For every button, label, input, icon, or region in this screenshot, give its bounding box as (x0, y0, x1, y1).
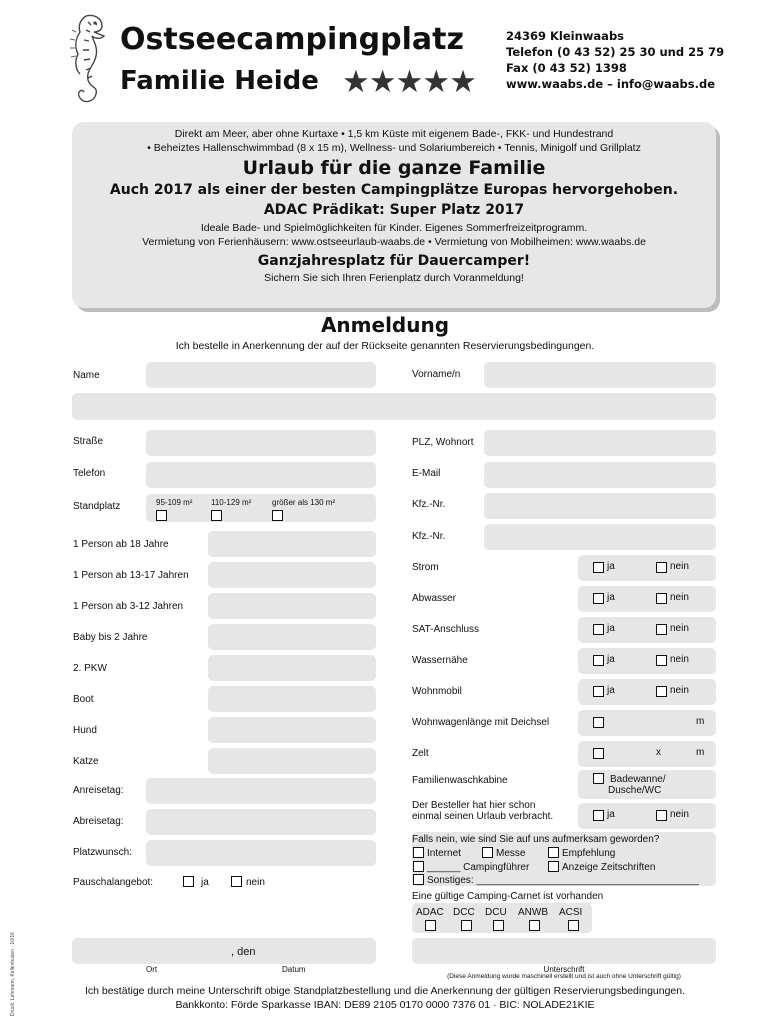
option-nein-checkbox[interactable] (656, 624, 667, 635)
contact-address: 24369 Kleinwaabs (506, 29, 625, 43)
falls-label: Falls nein, wie sind Sie auf uns aufmerksam geworden? (412, 834, 660, 845)
vorname-label: Vorname/n (412, 369, 461, 380)
besteller-label (412, 800, 553, 822)
meter-unit: m (696, 716, 705, 727)
sonstiges-label: Sonstiges: ________________________________________ (427, 875, 699, 886)
size-1-checkbox[interactable] (156, 510, 167, 521)
telefon-label: Telefon (73, 468, 106, 479)
seahorse-icon (64, 12, 114, 108)
nein-label: nein (670, 623, 689, 634)
carnet-acsi-label: ACSI (559, 907, 583, 918)
x-label: x (656, 747, 661, 758)
anzeige-label: Anzeige Zeitschriften (562, 862, 656, 873)
size-2-label: 110-129 m² (211, 498, 252, 507)
carnet-dcu-checkbox[interactable] (493, 920, 504, 931)
kfz-2-input[interactable] (484, 524, 716, 550)
person-input[interactable] (208, 748, 376, 774)
person-input[interactable] (208, 531, 376, 557)
person-label: Hund (73, 725, 97, 736)
den-label: , den (231, 946, 256, 958)
option-label: Abwasser (412, 593, 456, 604)
kfz-2-label: Kfz.-Nr. (412, 531, 446, 542)
option-label: Strom (412, 562, 439, 573)
person-label: 2. PKW (73, 663, 107, 674)
contact-web: www.waabs.de – info@waabs.de (506, 77, 716, 91)
unterschrift-input[interactable] (412, 938, 716, 964)
contact-phone: Telefon (0 43 52) 25 30 und 25 79 (506, 45, 725, 59)
bank-info: Bankkonto: Förde Sparkasse IBAN: DE89 2105 0170 0000 7376 01 · BIC: NOLADE21KIE (175, 999, 595, 1011)
person-input[interactable] (208, 655, 376, 681)
option-ja-checkbox[interactable] (593, 686, 604, 697)
ort-datum-input[interactable] (72, 938, 376, 964)
person-input[interactable] (208, 562, 376, 588)
person-input[interactable] (208, 717, 376, 743)
strasse-input[interactable] (146, 430, 376, 456)
form-title: Anmeldung (320, 313, 450, 337)
messe-label: Messe (496, 848, 526, 859)
unterschrift-label: Unterschrift (543, 965, 585, 974)
promo-headline-2: Ganzjahresplatz für Dauercamper! (257, 253, 531, 269)
promo-sub-2: ADAC Prädikat: Super Platz 2017 (263, 202, 525, 218)
carnet-anwb-label: ANWB (518, 907, 548, 918)
internet-label: Internet (427, 848, 461, 859)
carnet-dcc-label: DCC (453, 907, 475, 918)
wohnwagen-checkbox[interactable] (593, 717, 604, 728)
ja-label: ja (607, 592, 615, 603)
pauschal-ja-checkbox[interactable] (183, 876, 194, 887)
nein-label: nein (670, 809, 689, 820)
promo-sub-1: Auch 2017 als einer der besten Campingplätze Europas hervorgehoben. (109, 182, 679, 198)
option-ja-checkbox[interactable] (593, 624, 604, 635)
option-nein-checkbox[interactable] (656, 562, 667, 573)
ja-label: ja (607, 809, 615, 820)
pauschal-label: Pauschalangebot: (73, 877, 154, 888)
option-nein-checkbox[interactable] (656, 686, 667, 697)
size-3-checkbox[interactable] (272, 510, 283, 521)
wohnwagen-label: Wohnwagenlänge mit Deichsel (412, 717, 550, 728)
empfehlung-checkbox[interactable] (548, 847, 559, 858)
person-label: Katze (73, 756, 99, 767)
sonstiges-checkbox[interactable] (413, 874, 424, 885)
zelt-checkbox[interactable] (593, 748, 604, 759)
platzwunsch-input[interactable] (146, 840, 376, 866)
internet-checkbox[interactable] (413, 847, 424, 858)
option-ja-checkbox[interactable] (593, 593, 604, 604)
badewanne-label (610, 774, 666, 796)
ort-label: Ort (146, 965, 158, 974)
promo-line-3: Ideale Bade- und Spielmöglichkeiten für Kinder. Eigenes Sommerfreizeitprogramm. (200, 222, 588, 234)
promo-line-1: Direkt am Meer, aber ohne Kurtaxe • 1,5 km Küste mit eigenem Bade-, FKK- und Hundestrand (174, 128, 614, 140)
pauschal-nein-checkbox[interactable] (231, 876, 242, 887)
carnet-adac-checkbox[interactable] (425, 920, 436, 931)
header-title: Ostseecampingplatz (120, 22, 464, 57)
bestaetigung-text: Ich bestätige durch meine Unterschrift obige Standplatzbestellung und die Anerkennung der gültigen Reservierungsbedingungen. (84, 985, 686, 997)
ja-label: ja (201, 877, 209, 888)
person-input[interactable] (208, 686, 376, 712)
name-extra-input[interactable] (72, 393, 716, 420)
ja-label: ja (607, 654, 615, 665)
printer-note: Druck: Lehmann, Kellenhusen · 10/16 (10, 932, 16, 1016)
carnet-adac-label: ADAC (416, 907, 444, 918)
header-subtitle: Familie Heide (120, 66, 319, 96)
plz-input[interactable] (484, 430, 716, 456)
nein-label: nein (246, 877, 265, 888)
besteller-line-1: Der Besteller hat hier schon (412, 800, 536, 811)
person-label: 1 Person ab 13-17 Jahren (73, 570, 189, 581)
empfehlung-label: Empfehlung (562, 848, 616, 859)
datum-label: Datum (282, 965, 306, 974)
ja-label: ja (607, 623, 615, 634)
anzeige-checkbox[interactable] (548, 861, 559, 872)
zelt-label: Zelt (412, 748, 429, 759)
option-nein-checkbox[interactable] (656, 593, 667, 604)
standplatz-label: Standplatz (73, 501, 121, 512)
size-1-label: 95-109 m² (156, 498, 193, 507)
promo-headline: Urlaub für die ganze Familie (242, 157, 546, 179)
size-2-checkbox[interactable] (211, 510, 222, 521)
contact-fax: Fax (0 43 52) 1398 (506, 61, 627, 75)
star-rating-icon: ★★★★★ (342, 64, 476, 99)
name-input[interactable] (146, 362, 376, 388)
option-label: Wassernähe (412, 655, 468, 666)
plz-label: PLZ, Wohnort (412, 437, 474, 448)
waschkabine-checkbox[interactable] (593, 773, 604, 784)
platzwunsch-label: Platzwunsch: (73, 847, 132, 858)
promo-line-4: Vermietung von Ferienhäusern: www.ostseeurlaub-waabs.de • Vermietung von Mobilheimen: www.waabs.de (142, 236, 646, 248)
anreise-label: Anreisetag: (73, 785, 124, 796)
name-label: Name (73, 370, 100, 381)
contact-block (506, 28, 724, 92)
abreise-label: Abreisetag: (73, 816, 124, 827)
messe-checkbox[interactable] (482, 847, 493, 858)
option-ja-checkbox[interactable] (593, 562, 604, 573)
person-label: 1 Person ab 18 Jahre (73, 539, 169, 550)
nein-label: nein (670, 654, 689, 665)
person-label: Baby bis 2 Jahre (73, 632, 148, 643)
telefon-input[interactable] (146, 462, 376, 488)
nein-label: nein (670, 592, 689, 603)
unterschrift-note: (Diese Anmeldung wurde maschinell erstellt und ist auch ohne Unterschrift gültig) (447, 973, 681, 980)
option-nein-checkbox[interactable] (656, 655, 667, 666)
size-3-label: größer als 130 m² (272, 498, 336, 507)
promo-line-2: • Beheiztes Hallenschwimmbad (8 x 15 m), Wellness- und Solariumbereich • Tennis, Minigolf und Grillplatz (147, 142, 641, 154)
waschkabine-label: Familienwaschkabine (412, 775, 508, 786)
carnet-dcu-label: DCU (485, 907, 507, 918)
nein-label: nein (670, 561, 689, 572)
ja-label: ja (607, 561, 615, 572)
carnet-dcc-checkbox[interactable] (461, 920, 472, 931)
carnet-acsi-checkbox[interactable] (568, 920, 579, 931)
form-intro: Ich bestelle in Anerkennung der auf der Rückseite genannten Reservierungsbedingungen. (175, 340, 595, 352)
email-label: E-Mail (412, 468, 441, 479)
strasse-label: Straße (73, 436, 104, 447)
option-ja-checkbox[interactable] (593, 655, 604, 666)
meter-unit: m (696, 747, 705, 758)
promo-box (72, 122, 716, 308)
person-input[interactable] (208, 624, 376, 650)
kfz-1-input[interactable] (484, 493, 716, 519)
option-label: Wohnmobil (412, 686, 462, 697)
person-label: 1 Person ab 3-12 Jahren (73, 601, 184, 612)
option-label: SAT-Anschluss (412, 624, 480, 635)
kfz-1-label: Kfz.-Nr. (412, 499, 446, 510)
carnet-anwb-checkbox[interactable] (529, 920, 540, 931)
vorname-input[interactable] (484, 362, 716, 388)
badewanne-line-2: Dusche/WC (608, 785, 662, 796)
besteller-nein-checkbox[interactable] (656, 810, 667, 821)
carnet-label: Eine gültige Camping-Carnet ist vorhanden (412, 891, 604, 902)
anreise-input[interactable] (146, 778, 376, 804)
nein-label: nein (670, 685, 689, 696)
ja-label: ja (607, 685, 615, 696)
person-label: Boot (73, 694, 94, 705)
promo-line-5: Sichern Sie sich Ihren Ferienplatz durch Voranmeldung! (264, 272, 524, 284)
email-input[interactable] (484, 462, 716, 488)
person-input[interactable] (208, 593, 376, 619)
besteller-line-2: einmal seinen Urlaub verbracht. (412, 811, 554, 822)
campingfuehrer-checkbox[interactable] (413, 861, 424, 872)
besteller-ja-checkbox[interactable] (593, 810, 604, 821)
abreise-input[interactable] (146, 809, 376, 835)
campingfuehrer-label: ______ Campingführer (427, 862, 530, 873)
badewanne-line-1: Badewanne/ (610, 774, 666, 785)
